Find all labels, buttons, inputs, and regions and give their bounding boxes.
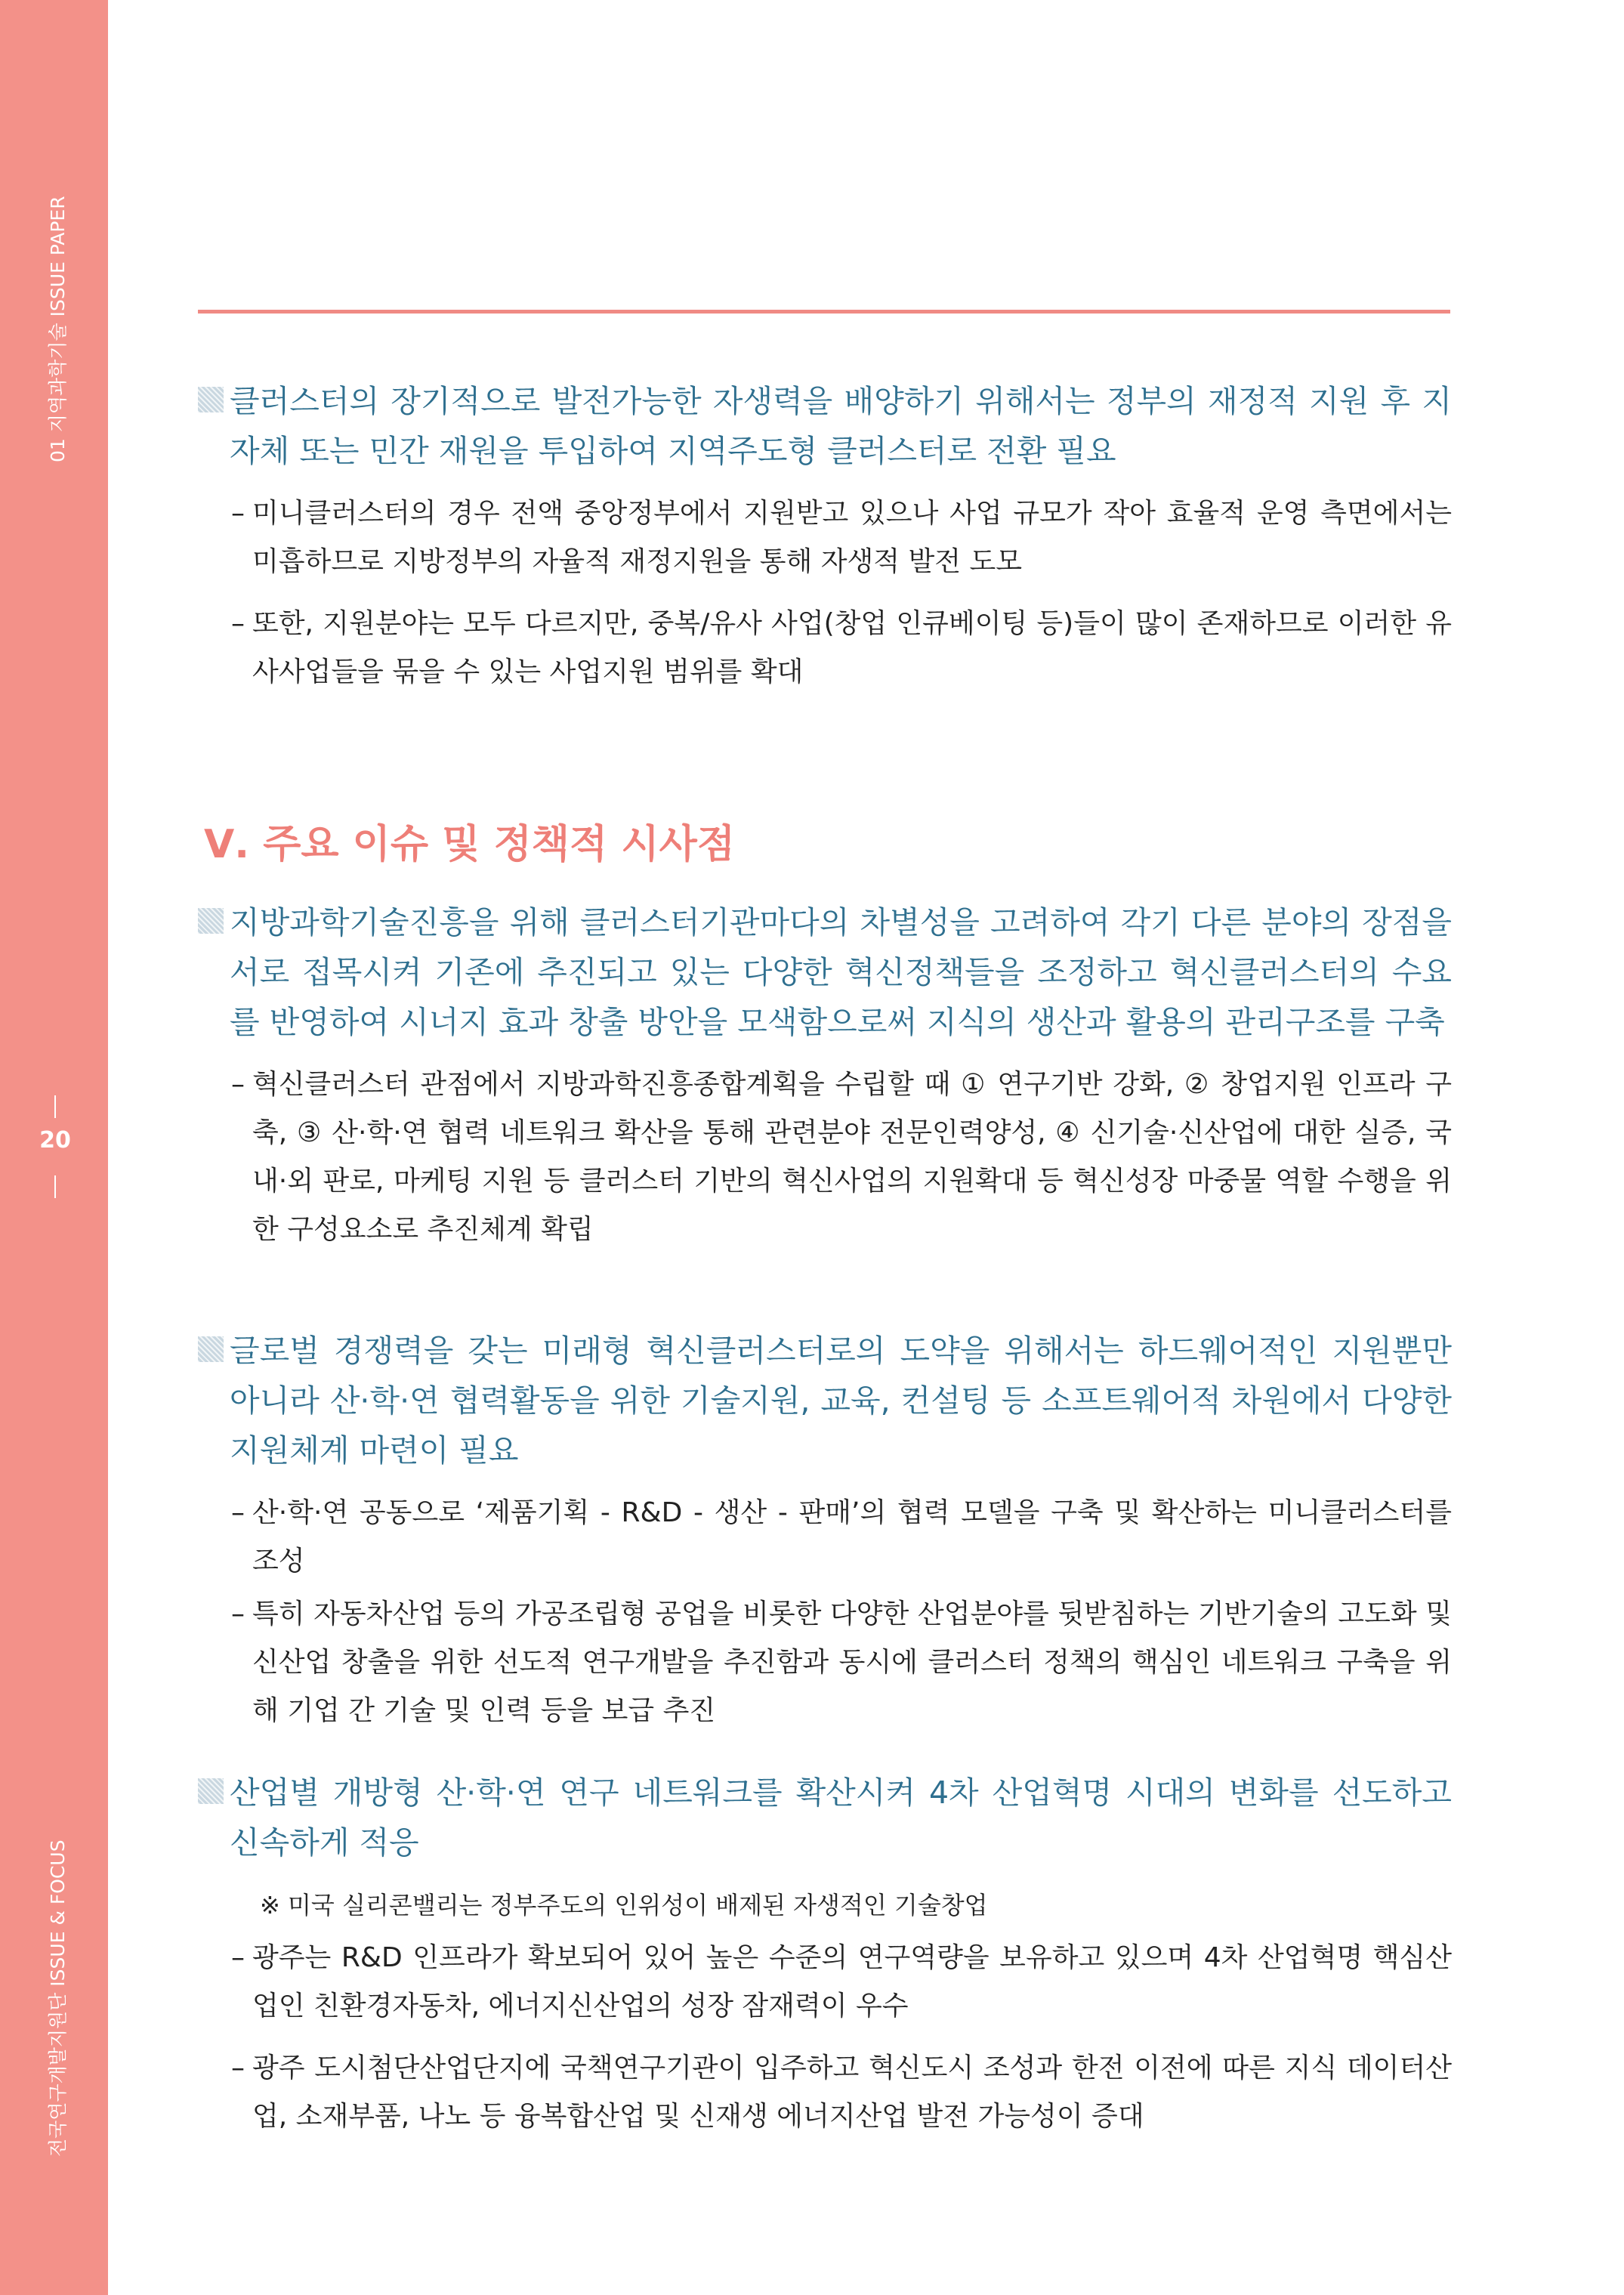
- list-item: – 혁신클러스터 관점에서 지방과학진흥종합계획을 수립할 때 ① 연구기반 강화, ② 창업지원 인프라 구축, ③ 산·학·연 협력 네트워크 확산을 통해 관련분야 전문인력양성, ④ 신기술·신산업에 대한 실증, 국내·외 판로, 마케팅 지원 등 클러스터 기반의 혁신사업의 지원확대 등 혁신성장 마중물 역할 수행을 위한 구성요소로 추진체계 확립: [231, 1069, 1452, 1245]
- issue-block-3: [198, 1768, 1452, 2141]
- sidebar: [0, 0, 108, 2295]
- square-bullet-icon: [198, 387, 224, 412]
- square-bullet-icon: [198, 1778, 224, 1804]
- lead-paragraph: 글로벌 경쟁력을 갖는 미래형 혁신클러스터로의 도약을 위해서는 하드웨어적인 지원뿐만 아니라 산·학·연 협력활동을 위한 기술지원, 교육, 컨설팅 등 소프트웨어적 차원에서 다양한 지원체계 마련이 필요: [198, 1326, 1452, 1475]
- top-rule: [198, 310, 1450, 314]
- issue-block-1: [198, 897, 1452, 1254]
- sidebar-top-text: 01 지역과학기술 ISSUE PAPER: [47, 196, 69, 462]
- section-title: Ⅴ. 주요 이슈 및 정책적 시사점: [204, 822, 736, 867]
- list-item: – 또한, 지원분야는 모두 다르지만, 중복/유사 사업(창업 인큐베이팅 등)들이 많이 존재하므로 이러한 유사사업들을 묶을 수 있는 사업지원 범위를 확대: [231, 608, 1452, 687]
- list-item: – 산·학·연 공동으로 ‘제품기획 - R&D - 생산 - 판매’의 협력 모델을 구축 및 확산하는 미니클러스터를 조성: [231, 1497, 1452, 1577]
- list-item: – 광주는 R&D 인프라가 확보되어 있어 높은 수준의 연구역량을 보유하고 있으며 4차 산업혁명 핵심산업인 친환경자동차, 에너지신산업의 성장 잠재력이 우수: [231, 1942, 1452, 2022]
- footnote: ※ 미국 실리콘밸리는 정부주도의 인위성이 배제된 자생적인 기술창업: [260, 1891, 988, 1920]
- lead-paragraph: 산업별 개방형 산·학·연 연구 네트워크를 확산시켜 4차 산업혁명 시대의 변화를 선도하고 신속하게 적응: [198, 1768, 1452, 1867]
- square-bullet-icon: [198, 908, 224, 934]
- list-item: – 광주 도시첨단산업단지에 국책연구기관이 입주하고 혁신도시 조성과 한전 이전에 따른 지식 데이터산업, 소재부품, 나노 등 융복합산업 및 신재생 에너지산업 발전 가능성이 증대: [231, 2053, 1452, 2132]
- lead-paragraph: 클러스터의 장기적으로 발전가능한 자생력을 배양하기 위해서는 정부의 재정적 지원 후 지자체 또는 민간 재원을 투입하여 지역주도형 클러스터로 전환 필요: [198, 376, 1452, 476]
- intro-block: [198, 376, 1452, 697]
- list-item: – 미니클러스터의 경우 전액 중앙정부에서 지원받고 있으나 사업 규모가 작아 효율적 운영 측면에서는 미흡하므로 지방정부의 자율적 재정지원을 통해 자생적 발전 도모: [231, 498, 1452, 577]
- square-bullet-icon: [198, 1336, 224, 1362]
- divider-tick: [54, 1175, 56, 1198]
- lead-paragraph: 지방과학기술진흥을 위해 클러스터기관마다의 차별성을 고려하여 각기 다른 분야의 장점을 서로 접목시켜 기존에 추진되고 있는 다양한 혁신정책들을 조정하고 혁신클러스터의 수요를 반영하여 시너지 효과 창출 방안을 모색함으로써 지식의 생산과 활용의 관리구조를 구축: [198, 897, 1452, 1047]
- page-number: 20: [39, 1127, 71, 1154]
- divider-tick: [54, 1095, 56, 1118]
- issue-block-2: [198, 1326, 1452, 1735]
- list-item: – 특히 자동차산업 등의 가공조립형 공업을 비롯한 다양한 산업분야를 뒷받침하는 기반기술의 고도화 및 신산업 창출을 위한 선도적 연구개발을 추진함과 동시에 클러스터 정책의 핵심인 네트워크 구축을 위해 기업 간 기술 및 인력 등을 보급 추진: [231, 1598, 1452, 1726]
- sidebar-bottom-text: 전국연구개발지원단 ISSUE & FOCUS: [47, 1839, 69, 2157]
